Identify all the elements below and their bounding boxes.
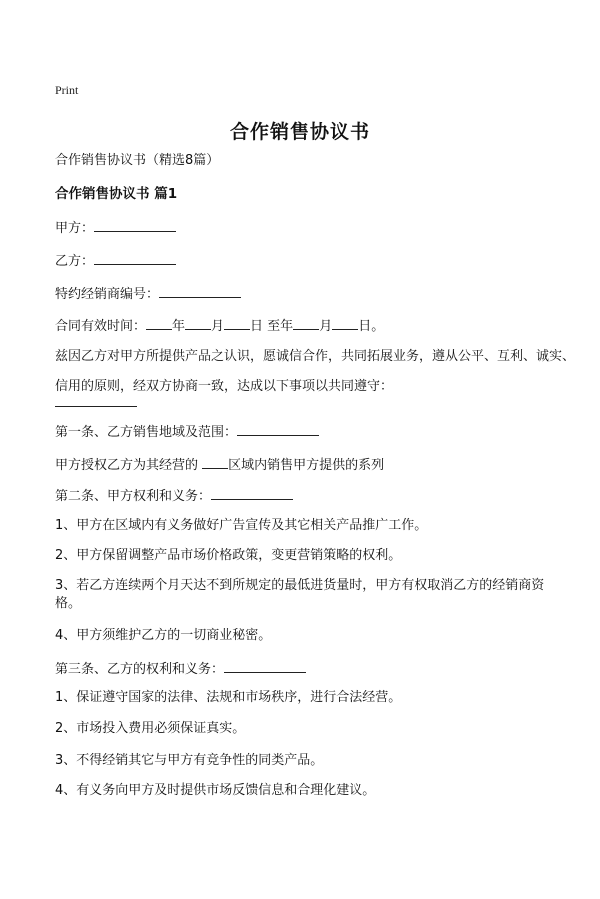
document-title: 合作销售协议书 [229, 121, 370, 143]
article-2-heading: 第二条、甲方权利和义务： [55, 489, 212, 504]
dealer-number-line [55, 284, 241, 304]
party-a-line [55, 218, 176, 238]
grant-line [55, 455, 384, 475]
article-3-heading: 第三条、乙方的权利和义务： [55, 662, 225, 677]
article-1-blank [237, 422, 319, 436]
grant-suffix: 区域内销售甲方提供的系列 [228, 458, 385, 473]
article-3-item-3: 3、不得经销其它与甲方有竞争性的同类产品。 [55, 753, 324, 768]
validity-month-text: 月 [211, 319, 225, 334]
article-1-heading: 第一条、乙方销售地域及范围： [55, 425, 238, 440]
article-2-blank [211, 486, 293, 500]
party-b-line [55, 251, 176, 271]
party-b-blank [94, 251, 176, 265]
validity-year-text: 年 [172, 319, 186, 334]
preamble-trailing-blank [55, 393, 137, 407]
dealer-number-blank [159, 284, 241, 298]
validity-day2-text: 日。 [358, 319, 385, 334]
validity-month2-text: 月 [319, 319, 333, 334]
validity-day-blank [224, 316, 250, 330]
party-a-label: 甲方： [55, 221, 95, 236]
article-1-line [55, 422, 319, 442]
party-b-label: 乙方： [55, 254, 95, 269]
article-3-item-1: 1、保证遵守国家的法律、法规和市场秩序，进行合法经营。 [55, 690, 402, 705]
validity-month-blank [185, 316, 211, 330]
preamble-paragraph: 兹因乙方对甲方所提供产品之认识，愿诚信合作，共同拓展业务，遵从公平、互利、诚实、信用的原则，经双方协商一致，达成以下事项以共同遵守： [55, 349, 576, 394]
validity-day-text: 日 至年 [250, 319, 294, 334]
section-heading: 合作销售协议书 篇1 [55, 186, 178, 202]
article-3-item-4: 4、有义务向甲方及时提供市场反馈信息和合理化建议。 [55, 783, 376, 798]
article-2-line [55, 486, 293, 506]
article-2-item-4: 4、甲方须维护乙方的一切商业秘密。 [55, 628, 272, 643]
article-3-blank [224, 659, 306, 673]
validity-label: 合同有效时间： [55, 319, 147, 334]
validity-year-blank [146, 316, 172, 330]
article-2-item-2: 2、甲方保留调整产品市场价格政策，变更营销策略的权利。 [55, 548, 402, 563]
article-3-item-2: 2、市场投入费用必须保证真实。 [55, 721, 246, 736]
article-2-item-1: 1、甲方在区域内有义务做好广告宣传及其它相关产品推广工作。 [55, 518, 428, 533]
article-2-item-3: 3、若乙方连续两个月天达不到所规定的最低进货量时，甲方有权取消乙方的经销商资格。 [55, 578, 545, 611]
validity-day2-blank [332, 316, 358, 330]
article-3-line [55, 659, 306, 679]
grant-region-blank [202, 455, 228, 469]
print-label: Print [55, 83, 79, 97]
party-a-blank [94, 218, 176, 232]
document-subtitle: 合作销售协议书（精选8篇） [55, 153, 220, 168]
grant-prefix: 甲方授权乙方为其经营的 [55, 458, 203, 473]
validity-month2-blank [293, 316, 319, 330]
validity-line [55, 316, 384, 336]
preamble-trailing-blank-line [55, 393, 137, 413]
dealer-number-label: 特约经销商编号： [55, 287, 160, 302]
